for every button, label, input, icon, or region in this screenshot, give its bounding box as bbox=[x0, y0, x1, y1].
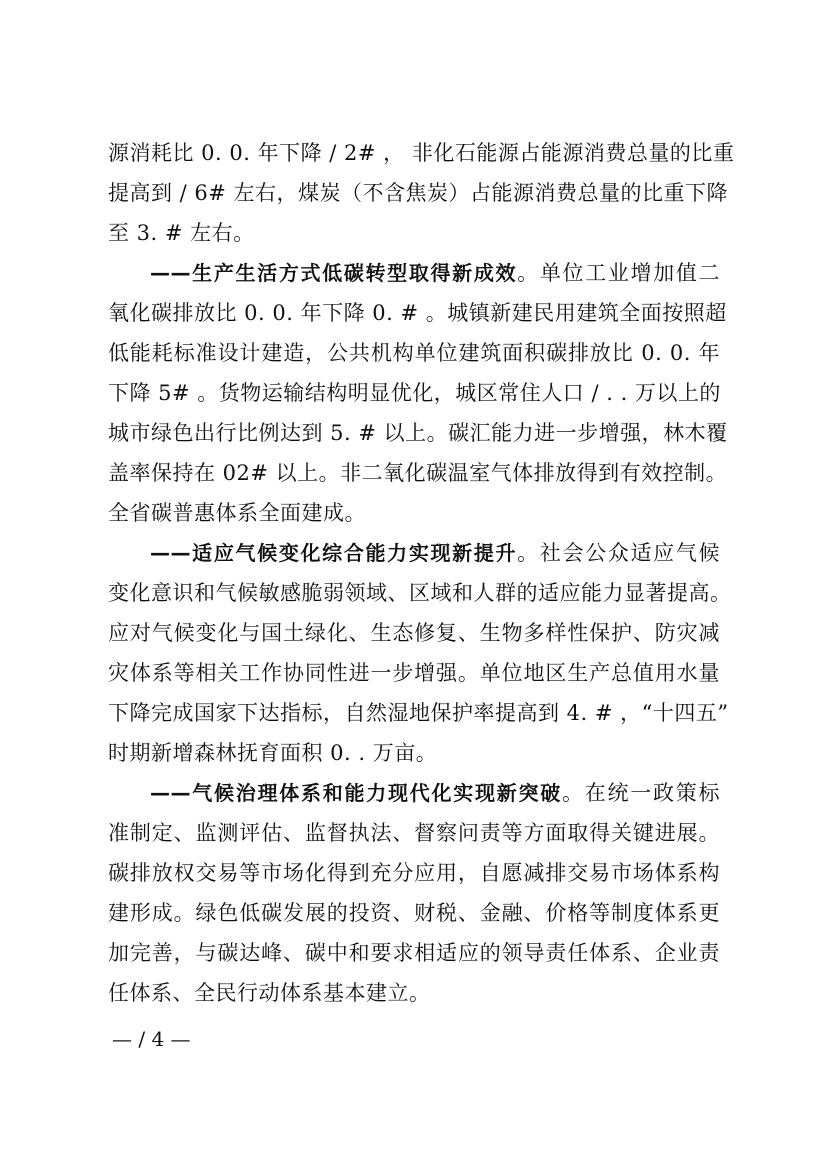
text-line: 碳排放权交易等市场化得到充分应用，自愿减排交易市场体系构 bbox=[108, 861, 720, 885]
section-heading: ——气候治理体系和能力现代化实现新突破 bbox=[150, 781, 562, 805]
text-line: 城市绿色出行比例达到 5. # 以上。碳汇能力进一步增强，林木覆 bbox=[108, 421, 728, 445]
section-first-line bbox=[150, 533, 720, 573]
text-line: 盖率保持在 02# 以上。非二氧化碳温室气体排放得到有效控制。 bbox=[108, 461, 728, 485]
section-first-line bbox=[150, 773, 720, 813]
text-line: 低能耗标准设计建造，公共机构单位建筑面积碳排放比 0. 0. 年 bbox=[108, 341, 720, 365]
text-line: 加完善，与碳达峰、碳中和要求相适应的领导责任体系、企业责 bbox=[108, 941, 720, 965]
text-line: 应对气候变化与国土绿化、生态修复、生物多样性保护、防灾减 bbox=[108, 621, 720, 645]
text-line: 时期新增森林抚育面积 0. . 万亩。 bbox=[108, 741, 438, 765]
section-first-line bbox=[150, 253, 720, 293]
text-line: 下降完成国家下达指标，自然湿地保护率提高到 4. # ，“十四五” bbox=[108, 701, 729, 725]
text-span: 。单位工业增加值二 bbox=[517, 261, 721, 285]
section-heading: ——生产生活方式低碳转型取得新成效 bbox=[150, 261, 518, 285]
text-line: 至 3. # 左右。 bbox=[108, 221, 255, 245]
text-line: 全省碳普惠体系全面建成。 bbox=[108, 501, 366, 525]
text-line: 准制定、监测评估、监督执法、督察问责等方面取得关键进展。 bbox=[108, 821, 720, 845]
text-span: 。社会公众适应气候 bbox=[517, 541, 721, 565]
text-line: 源消耗比 0. 0. 年下降 / 2# ， 非化石能源占能源消费总量的比重 bbox=[108, 141, 735, 165]
text-line: 灾体系等相关工作协同性进一步增强。单位地区生产总值用水量 bbox=[108, 661, 720, 685]
text-line: 下降 5# 。货物运输结构明显优化，城区常住人口 / . . 万以上的 bbox=[108, 381, 721, 405]
page-number: — / 4 — bbox=[112, 1027, 191, 1051]
text-line: 变化意识和气候敏感脆弱领域、区域和人群的适应能力显著提高。 bbox=[108, 581, 732, 605]
section-heading: ——适应气候变化综合能力实现新提升 bbox=[150, 541, 518, 565]
text-line: 氧化碳排放比 0. 0. 年下降 0. # 。城镇新建民用建筑全面按照超 bbox=[108, 301, 727, 325]
text-span: 。在统一政策标 bbox=[562, 781, 720, 805]
text-line: 建形成。绿色低碳发展的投资、财税、金融、价格等制度体系更 bbox=[108, 901, 720, 925]
text-line: 任体系、全民行动体系基本建立。 bbox=[108, 981, 431, 1005]
text-line: 提高到 / 6# 左右，煤炭（不含焦炭）占能源消费总量的比重下降 bbox=[108, 181, 729, 205]
